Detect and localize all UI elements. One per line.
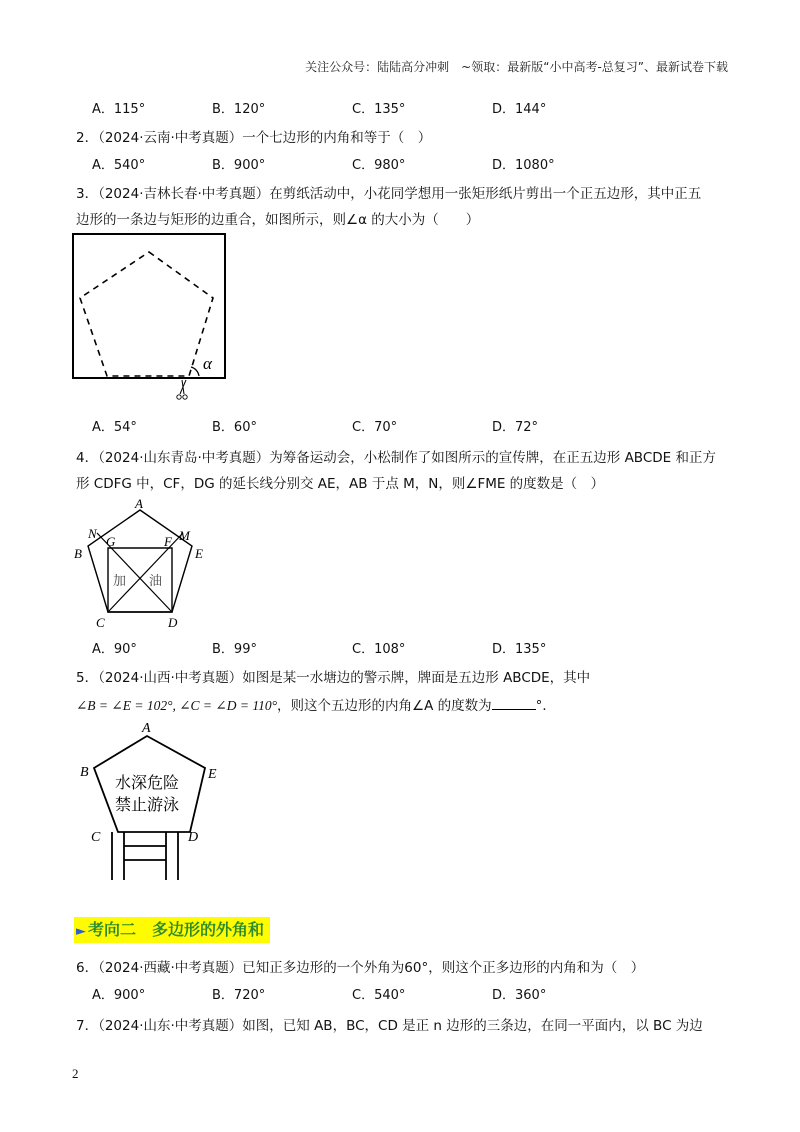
q5-angle-condition: ∠B = ∠E = 102°, ∠C = ∠D = 110° <box>76 698 277 713</box>
q5-text-line1: 5．（2024·山西·中考真题）如图是某一水塘边的警示牌，牌面是五边形 ABCDE，其中 <box>76 670 591 686</box>
q3-text-line1: 3．（2024·吉林长春·中考真题）在剪纸活动中，小花同学想用一张矩形纸片剪出一个正五边形，其中正五 <box>76 186 702 202</box>
page-number: 2 <box>72 1066 79 1081</box>
q4-option-d: D．135° <box>492 642 547 657</box>
q3-option-a: A．54° <box>92 420 137 435</box>
q2-option-d: D．1080° <box>492 158 555 173</box>
q6-text: 6．（2024·西藏·中考真题）已知正多边形的一个外角为60°，则这个正多边形的内角和为（ ） <box>76 960 645 976</box>
q4-text-line2: 形 CDFG 中，CF，DG 的延长线分别交 AE，AB 于点 M，N，则∠FME 的度数是（ ） <box>76 476 605 492</box>
section-title: 考向二 多边形的外角和 <box>88 920 265 939</box>
q4-option-c: C．108° <box>352 642 406 657</box>
label-E: E <box>195 546 203 561</box>
q4-text-line1: 4．（2024·山东青岛·中考真题）为筹备运动会，小松制作了如图所示的宣传牌，在正五边形 ABCDE 和正方 <box>76 450 716 466</box>
label-B: B <box>80 765 89 780</box>
q3-option-c: C．70° <box>352 420 398 435</box>
q5-text-line2 <box>76 694 556 714</box>
q2-option-a: A．540° <box>92 158 146 173</box>
q2-option-c: C．980° <box>352 158 406 173</box>
sign-text-line2: 禁止游泳 <box>115 795 180 814</box>
label-A: A <box>142 721 151 736</box>
label-E: E <box>208 767 217 782</box>
label-G: G <box>106 534 116 549</box>
label-M: M <box>179 528 190 543</box>
q4-option-a: A．90° <box>92 642 137 657</box>
alpha-label: α <box>203 354 212 373</box>
q6-option-b: B．720° <box>212 988 266 1003</box>
q5-question: ，则这个五边形的内角∠A 的度数为 <box>276 698 492 714</box>
pentagon-ABCDE <box>88 510 192 612</box>
section-header <box>74 917 270 943</box>
label-N: N <box>88 526 97 541</box>
q6-option-d: D．360° <box>492 988 547 1003</box>
q1-option-c: C．135° <box>352 102 406 117</box>
q3-pentagon-rectangle-figure <box>70 230 230 410</box>
label-F: F <box>164 534 172 549</box>
q6-option-a: A．900° <box>92 988 146 1003</box>
q1-option-d: D．144° <box>492 102 547 117</box>
q2-option-b: B．900° <box>212 158 266 173</box>
sign-char-jia: 加 <box>113 574 127 589</box>
alpha-angle-arc <box>191 367 199 376</box>
q4-pentagon-square-figure <box>66 496 216 636</box>
label-A: A <box>135 496 143 511</box>
q5-answer-blank[interactable] <box>492 697 536 710</box>
q3-text-line2: 边形的一条边与矩形的边重合，如图所示，则∠α 的大小为（ ） <box>76 212 480 228</box>
sign-text-line1: 水深危险 <box>115 773 180 792</box>
q5-warning-sign-figure <box>80 720 230 882</box>
q3-option-d: D．72° <box>492 420 539 435</box>
label-C: C <box>96 615 105 630</box>
label-C: C <box>91 830 101 845</box>
sign-char-you: 油 <box>149 574 163 589</box>
dashed-pentagon <box>80 252 213 376</box>
q1-option-a: A．115° <box>92 102 146 117</box>
scissors-icon <box>177 380 187 399</box>
label-D: D <box>168 615 178 630</box>
triangle-marker-icon: ► <box>76 924 86 939</box>
q3-option-b: B．60° <box>212 420 257 435</box>
label-B: B <box>74 546 82 561</box>
q1-option-b: B．120° <box>212 102 266 117</box>
q4-option-b: B．99° <box>212 642 257 657</box>
q2-text: 2．（2024·云南·中考真题）一个七边形的内角和等于（ ） <box>76 130 432 146</box>
page-header: 关注公众号：陆陆高分冲刺 ~领取：最新版“小中高考-总复习”、最新试卷下载 <box>305 60 728 74</box>
q6-option-c: C．540° <box>352 988 406 1003</box>
q5-degree-suffix: °． <box>535 698 556 714</box>
label-D: D <box>188 830 199 845</box>
q7-text: 7．（2024·山东·中考真题）如图，已知 AB，BC，CD 是正 n 边形的三条边，在同一平面内，以 BC 为边 <box>76 1018 703 1034</box>
